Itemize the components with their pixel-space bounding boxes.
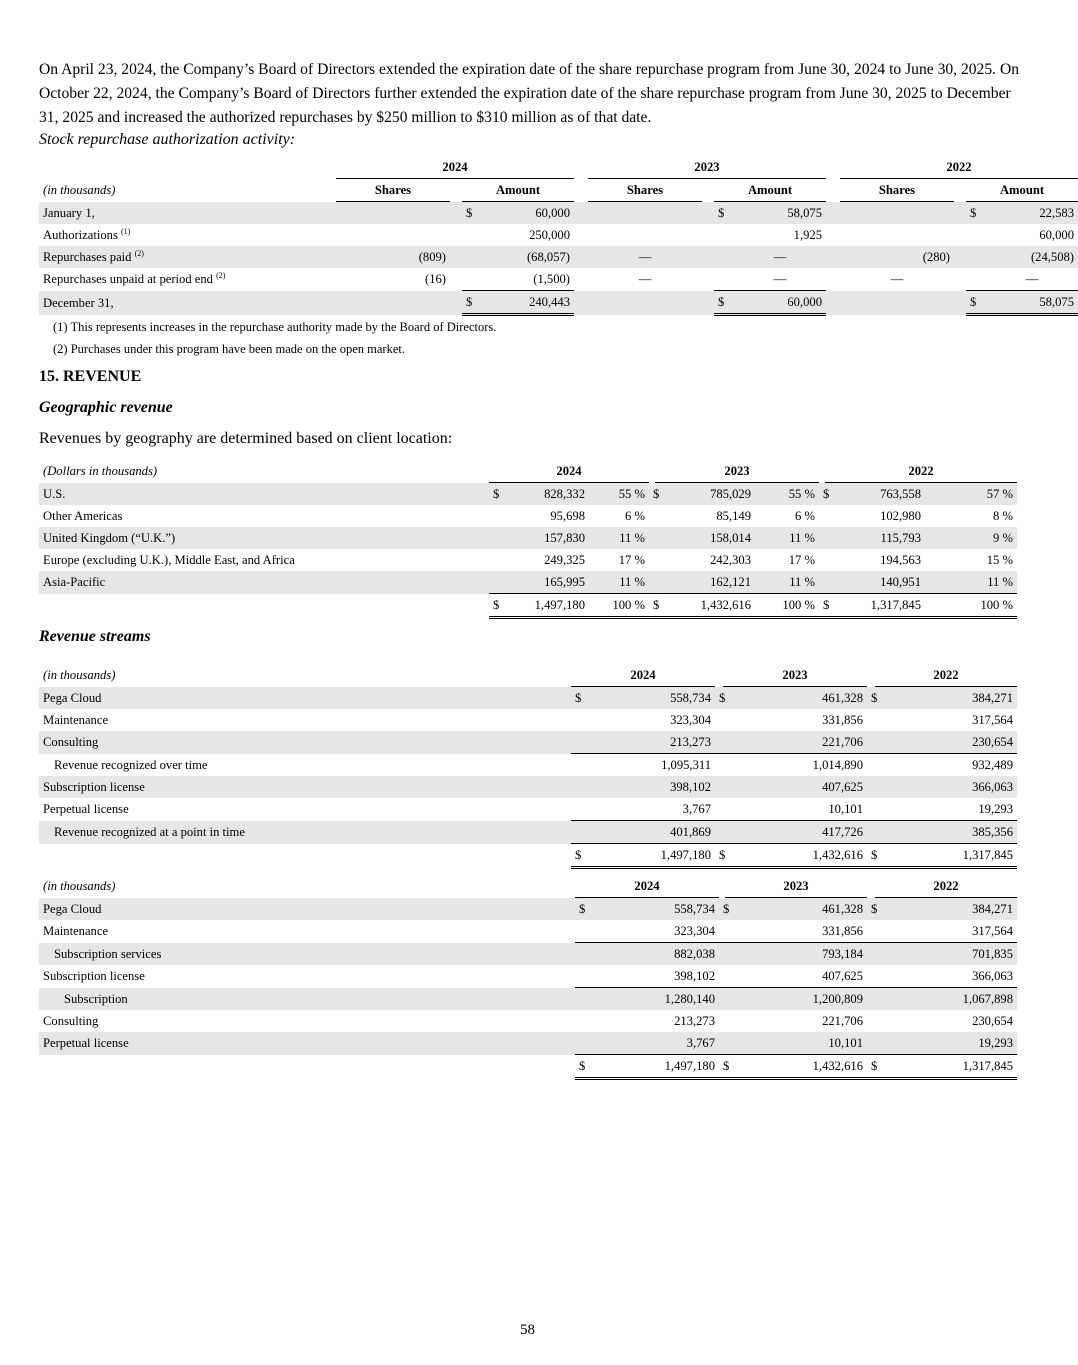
cell: — [638, 272, 652, 287]
percent-sign: % [634, 531, 645, 545]
currency-symbol: $ [714, 202, 734, 225]
cell: 331,856 [725, 920, 867, 943]
cell: 60,000 [482, 202, 574, 225]
table-row [39, 246, 1078, 268]
cell: 1,497,180 [503, 594, 589, 618]
currency-symbol: $ [867, 898, 875, 921]
year-header: 2022 [825, 460, 1017, 483]
row-label: Maintenance [43, 713, 109, 727]
percent-value: 55 [618, 487, 632, 501]
percent-value: 100 [612, 598, 632, 612]
cell: 1,317,845 [875, 844, 1017, 868]
row-label: Consulting [39, 731, 571, 754]
cell: 1,317,845 [825, 594, 925, 618]
cell: — [986, 268, 1078, 291]
row-label: Maintenance [43, 924, 109, 939]
year-header: 2022 [875, 875, 1017, 898]
cell: (809) [336, 246, 450, 268]
cell: 1,432,616 [723, 844, 867, 868]
table-row [39, 224, 1078, 246]
percent-sign: % [634, 575, 645, 589]
subtotal-row [39, 754, 1017, 777]
currency-symbol: $ [649, 594, 655, 618]
cell: 157,830 [503, 527, 589, 549]
row-label [39, 268, 336, 291]
percent-value: 17 [618, 553, 632, 567]
amount-header: Amount [714, 179, 826, 202]
currency-symbol: $ [575, 1055, 589, 1079]
cell: 95,698 [550, 509, 585, 523]
table-row [39, 1010, 1017, 1032]
cell: 58,075 [986, 291, 1078, 315]
cell: 317,564 [875, 920, 1017, 943]
intro-paragraph: On April 23, 2024, the Company’s Board of Directors extended the expiration date of the share repurchase program from June 30, 2024 to June 30, 2025. On October 22, 2024, the Company’s Board of Directors further extended the expiration date of the share repurchase program from June 30, 2025 to December 31, 2025 and increased the authorized repurchases by $250 million to $310 million as of that date. [39, 61, 1020, 126]
currency-symbol: $ [966, 202, 986, 225]
percent-sign: % [1002, 509, 1013, 523]
table-row [39, 202, 1078, 225]
table-row [39, 687, 1017, 710]
row-label: Pega Cloud [39, 898, 575, 921]
cell: 461,328 [725, 898, 867, 921]
cell [755, 594, 819, 618]
cell: 763,558 [825, 483, 925, 506]
total-row [39, 594, 1017, 618]
cell [925, 483, 1017, 506]
cell [589, 571, 649, 594]
year-header-row [39, 875, 1017, 898]
total-row [39, 844, 1017, 868]
cell [336, 202, 450, 225]
cell [925, 527, 1017, 549]
percent-sign: % [1002, 487, 1013, 501]
cell [925, 549, 1017, 571]
percent-sign: % [634, 553, 645, 567]
shares-header: Shares [840, 179, 954, 202]
geo-heading: Geographic revenue [39, 399, 173, 416]
cell: (280) [840, 246, 954, 268]
cell: 407,625 [723, 776, 867, 798]
currency-symbol: $ [462, 291, 482, 315]
cell: 793,184 [725, 943, 867, 966]
subtotal-row [39, 821, 1017, 844]
cell: 398,102 [585, 776, 715, 798]
cell: (24,508) [986, 246, 1078, 268]
row-label [39, 224, 336, 246]
cell: 398,102 [589, 965, 719, 988]
percent-value: 6 [795, 509, 802, 523]
row-label: Subscription license [43, 969, 145, 984]
year-header: 2023 [725, 875, 867, 898]
percent-value: 100 [782, 598, 802, 612]
footnote-1: (1) This represents increases in the repurchase authority made by the Board of Directors. [53, 320, 497, 334]
unit-label: (in thousands) [43, 183, 116, 197]
currency-symbol: $ [715, 687, 723, 710]
row-label-text: Repurchases unpaid at period end [43, 272, 213, 287]
cell: 461,328 [723, 687, 867, 710]
cell: — [734, 268, 826, 291]
unit-label: (Dollars in thousands) [43, 464, 158, 479]
year-header: 2024 [489, 460, 649, 483]
cell: 366,063 [875, 776, 1017, 798]
cell: 785,029 [655, 483, 755, 506]
percent-sign: % [634, 487, 645, 501]
cell: 1,432,616 [655, 594, 755, 618]
cell: 882,038 [589, 943, 719, 966]
cell: 1,014,890 [812, 758, 863, 772]
cell [925, 505, 1017, 527]
cell: 317,564 [972, 713, 1013, 727]
cell [336, 224, 450, 246]
row-label-text: Repurchases paid [43, 250, 132, 264]
currency-symbol: $ [867, 687, 875, 710]
percent-value: 9 [993, 531, 1000, 545]
cell [925, 571, 1017, 594]
row-label: Europe (excluding U.K.), Middle East, and Africa [43, 553, 295, 567]
percent-value: 11 [789, 575, 802, 589]
cell: 242,303 [710, 553, 751, 567]
percent-value: 15 [986, 553, 1000, 567]
percent-sign: % [634, 598, 645, 612]
row-label: Subscription services [39, 943, 575, 966]
table-row [39, 731, 1017, 754]
cell [588, 202, 702, 225]
cell: 19,293 [875, 1032, 1017, 1055]
cell [589, 483, 649, 506]
cell: 60,000 [734, 291, 826, 315]
cell: 240,443 [482, 291, 574, 315]
table-row [39, 483, 1017, 506]
percent-value: 57 [986, 487, 1000, 501]
cell: 60,000 [1039, 228, 1074, 242]
shares-header: Shares [588, 179, 702, 202]
cell [755, 505, 819, 527]
cell: 701,835 [875, 943, 1017, 966]
cell: 558,734 [585, 687, 715, 710]
cell: 165,995 [503, 571, 589, 594]
cell: (68,057) [482, 246, 574, 268]
geo-text: Revenues by geography are determined based on client location: [39, 430, 453, 447]
percent-value: 6 [625, 509, 632, 523]
cell: 19,293 [875, 798, 1017, 821]
cell: 213,273 [674, 1014, 715, 1028]
cell: (1,500) [482, 268, 574, 291]
row-label: United Kingdom (“U.K.”) [39, 527, 489, 549]
cell: 213,273 [585, 731, 715, 754]
footnote-ref: (1) [121, 226, 131, 236]
footnote-ref: (2) [216, 271, 226, 281]
table-row [39, 571, 1017, 594]
row-label: Subscription license [39, 776, 571, 798]
cell: 194,563 [880, 553, 921, 567]
cell: 158,014 [655, 527, 755, 549]
percent-sign: % [1002, 531, 1013, 545]
percent-value: 17 [788, 553, 802, 567]
cell: 102,980 [880, 509, 921, 523]
cell: 1,317,845 [875, 1055, 1017, 1079]
cell: 323,304 [589, 920, 719, 943]
cell: — [734, 246, 826, 268]
row-label: Perpetual license [43, 802, 129, 817]
table-row [39, 268, 1078, 291]
cell: 162,121 [655, 571, 755, 594]
cell: 10,101 [723, 798, 867, 821]
cell [589, 505, 649, 527]
table-row [39, 527, 1017, 549]
table-row [39, 920, 1017, 943]
page-number: 58 [520, 1322, 535, 1338]
cell [589, 549, 649, 571]
year-header-row [39, 664, 1017, 687]
percent-sign: % [804, 553, 815, 567]
footnote-2: (2) Purchases under this program have been made on the open market. [53, 342, 405, 356]
row-label: Asia-Pacific [39, 571, 489, 594]
cell: 401,869 [585, 821, 715, 844]
percent-value: 55 [788, 487, 802, 501]
currency-symbol: $ [489, 594, 503, 618]
percent-value: 8 [993, 509, 1000, 523]
cell: 230,654 [972, 1014, 1013, 1028]
row-label: Subscription [39, 988, 575, 1011]
cell [589, 527, 649, 549]
cell: 828,332 [503, 483, 589, 506]
table-row [39, 1032, 1017, 1055]
year-header: 2024 [575, 875, 719, 898]
cell: 1,497,180 [585, 844, 715, 868]
currency-symbol: $ [715, 844, 723, 868]
currency-symbol: $ [571, 687, 585, 710]
unit-label: (in thousands) [43, 879, 116, 894]
currency-symbol: $ [575, 898, 589, 921]
cell [925, 594, 1017, 618]
cell: 1,280,140 [589, 988, 719, 1011]
percent-sign: % [1002, 553, 1013, 567]
cell: 558,734 [589, 898, 719, 921]
percent-sign: % [634, 509, 645, 523]
cell: 384,271 [875, 687, 1017, 710]
revenue-streams-table-1 [39, 664, 1017, 869]
cell: 10,101 [725, 1032, 867, 1055]
year-header: 2022 [875, 664, 1017, 687]
row-label: Revenue recognized at a point in time [39, 821, 571, 844]
shares-header: Shares [336, 179, 450, 202]
row-label: Other Americas [43, 509, 123, 523]
table-row [39, 505, 1017, 527]
cell [589, 594, 649, 618]
cell: 384,271 [875, 898, 1017, 921]
table-row [39, 965, 1017, 988]
currency-symbol: $ [649, 483, 655, 506]
percent-value: 11 [987, 575, 1000, 589]
percent-value: 11 [619, 575, 632, 589]
currency-symbol: $ [719, 898, 725, 921]
currency-symbol: $ [462, 202, 482, 225]
percent-value: 11 [789, 531, 802, 545]
cell: 366,063 [875, 965, 1017, 988]
row-label: Consulting [43, 1014, 99, 1028]
table-row [39, 709, 1017, 731]
row-label [39, 246, 336, 268]
amount-header: Amount [966, 179, 1078, 202]
currency-symbol: $ [819, 483, 825, 506]
percent-sign: % [804, 531, 815, 545]
table-row [39, 776, 1017, 798]
currency-symbol: $ [719, 1055, 725, 1079]
revenue-streams-table-2 [39, 875, 1017, 1080]
currency-symbol: $ [819, 594, 825, 618]
cell: — [890, 272, 904, 287]
percent-sign: % [1002, 598, 1013, 612]
currency-symbol: $ [571, 844, 585, 868]
year-header: 2024 [336, 156, 574, 179]
percent-value: 100 [980, 598, 1000, 612]
row-label: U.S. [39, 483, 489, 506]
cell [755, 549, 819, 571]
cell: 230,654 [875, 731, 1017, 754]
table-row [39, 291, 1078, 315]
cell: 249,325 [544, 553, 585, 567]
percent-sign: % [804, 487, 815, 501]
subtotal-row [39, 943, 1017, 966]
cell: 3,767 [589, 1032, 719, 1055]
percent-sign: % [804, 509, 815, 523]
cell: 1,095,311 [661, 758, 711, 772]
cell: 22,583 [986, 202, 1078, 225]
cell: 331,856 [822, 713, 863, 727]
stock-table-title: Stock repurchase authorization activity: [39, 131, 296, 148]
row-label: Revenue recognized over time [54, 757, 208, 772]
currency-symbol: $ [966, 291, 986, 315]
cell: 1,925 [793, 228, 822, 242]
cell [755, 527, 819, 549]
table-row [39, 549, 1017, 571]
cell: 221,706 [822, 1014, 863, 1028]
cell [755, 483, 819, 506]
cell: 221,706 [723, 731, 867, 754]
cell [840, 224, 954, 246]
row-label: January 1, [39, 202, 336, 225]
percent-value: 11 [619, 531, 632, 545]
cell: 3,767 [585, 798, 715, 821]
stock-repurchase-table [39, 156, 1078, 316]
table-row [39, 798, 1017, 821]
year-header-row [39, 156, 1078, 179]
streams-heading: Revenue streams [39, 628, 151, 645]
cell: 407,625 [725, 965, 867, 988]
currency-symbol: $ [714, 291, 734, 315]
footnote-ref: (2) [134, 248, 144, 258]
cell: 323,304 [670, 713, 711, 727]
row-label: December 31, [39, 291, 336, 315]
cell: 115,793 [825, 527, 925, 549]
cell: 932,489 [972, 758, 1013, 772]
cell: 250,000 [529, 228, 570, 242]
cell: 417,726 [723, 821, 867, 844]
percent-sign: % [804, 598, 815, 612]
cell: (16) [425, 272, 446, 287]
percent-sign: % [804, 575, 815, 589]
percent-sign: % [1002, 575, 1013, 589]
cell: 140,951 [825, 571, 925, 594]
total-row [39, 1055, 1017, 1079]
cell: 85,149 [716, 509, 751, 523]
subtotal-row [39, 988, 1017, 1011]
year-header-row [39, 460, 1017, 483]
unit-label: (in thousands) [43, 668, 116, 683]
row-label: Pega Cloud [39, 687, 571, 710]
year-header: 2023 [723, 664, 867, 687]
cell: 1,432,616 [725, 1055, 867, 1079]
year-header: 2022 [840, 156, 1078, 179]
year-header: 2024 [571, 664, 715, 687]
cell [588, 224, 702, 246]
currency-symbol: $ [867, 1055, 875, 1079]
row-label: Perpetual license [39, 1032, 575, 1055]
column-header-row [39, 179, 1078, 202]
year-header: 2023 [655, 460, 819, 483]
currency-symbol: $ [867, 844, 875, 868]
amount-header: Amount [462, 179, 574, 202]
cell: 1,067,898 [875, 988, 1017, 1011]
cell: — [588, 246, 702, 268]
cell: 1,497,180 [589, 1055, 719, 1079]
section-title: 15. REVENUE [39, 368, 142, 385]
cell: 1,200,809 [725, 988, 867, 1011]
year-header: 2023 [588, 156, 826, 179]
geographic-revenue-table [39, 460, 1017, 619]
currency-symbol: $ [489, 483, 503, 506]
cell [755, 571, 819, 594]
cell [840, 202, 954, 225]
table-row [39, 898, 1017, 921]
row-label-text: Authorizations [43, 228, 118, 242]
cell: 58,075 [734, 202, 826, 225]
cell: 385,356 [875, 821, 1017, 844]
